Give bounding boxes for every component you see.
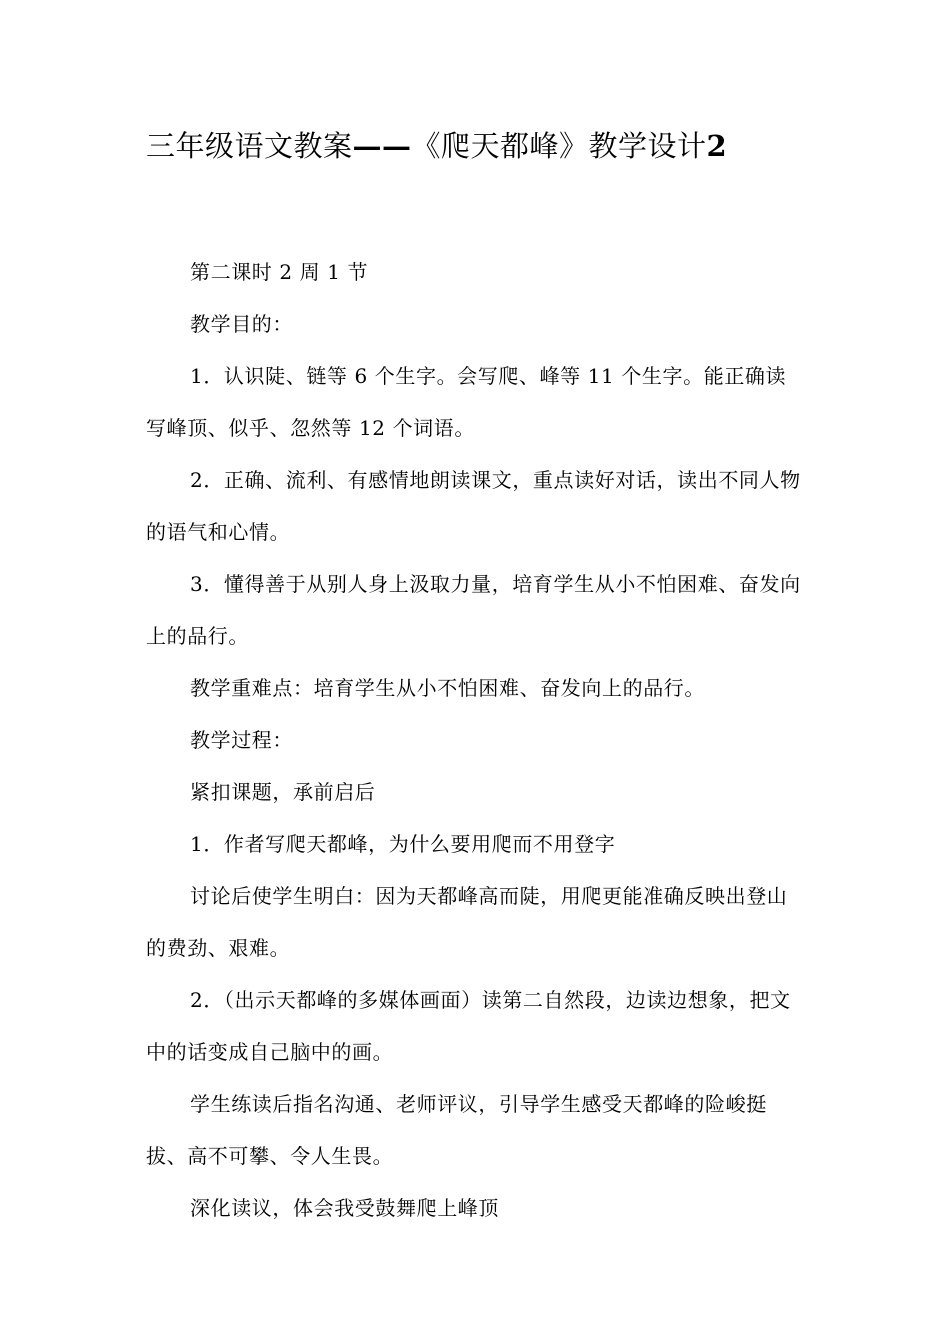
paragraph-key-points: 教学重难点：培育学生从小不怕困难、奋发向上的品行。 [190, 676, 705, 700]
paragraph-discussion: 讨论后使学生明白：因为天都峰高而陡，用爬更能准确反映出登山的费劲、艰难。 [146, 884, 788, 960]
document-title [146, 124, 826, 168]
paragraph-objective-2: 2．正确、流利、有感情地朗读课文，重点读好对话，读出不同人物的语气和心情。 [146, 468, 801, 544]
title-book: 《爬天都峰》 [411, 129, 589, 163]
title-number: 2 [706, 129, 728, 163]
paragraph-objective-1: 1．认识陡、链等 6 个生字。会写爬、峰等 11 个生字。能正确读写峰顶、似乎、忽然等 12 个词语。 [146, 364, 787, 440]
title-dash: —— [352, 129, 412, 163]
paragraph-objectives-heading: 教学目的： [190, 312, 293, 336]
paragraph-lesson-period: 第二课时 2 周 1 节 [190, 260, 369, 284]
paragraph-section-1-heading: 紧扣课题，承前启后 [190, 780, 376, 804]
paragraph-objective-3: 3．懂得善于从别人身上汲取力量，培育学生从小不怕困难、奋发向上的品行。 [146, 572, 801, 648]
paragraph-step-2: 2．（出示天都峰的多媒体画面）读第二自然段，边读边想象，把文中的话变成自己脑中的画。 [146, 988, 791, 1064]
title-suffix: 教学设计 [588, 129, 707, 163]
paragraph-process-heading: 教学过程： [190, 728, 293, 752]
paragraph-question-1: 1．作者写爬天都峰，为什么要用爬而不用登字 [190, 832, 616, 856]
title-prefix: 三年级语文教案 [146, 129, 353, 163]
document-body [146, 246, 806, 1234]
paragraph-practice: 学生练读后指名沟通、老师评议，引导学生感受天都峰的险峻挺拔、高不可攀、令人生畏。 [146, 1092, 767, 1168]
paragraph-section-2-heading: 深化读议，体会我受鼓舞爬上峰顶 [190, 1196, 499, 1220]
